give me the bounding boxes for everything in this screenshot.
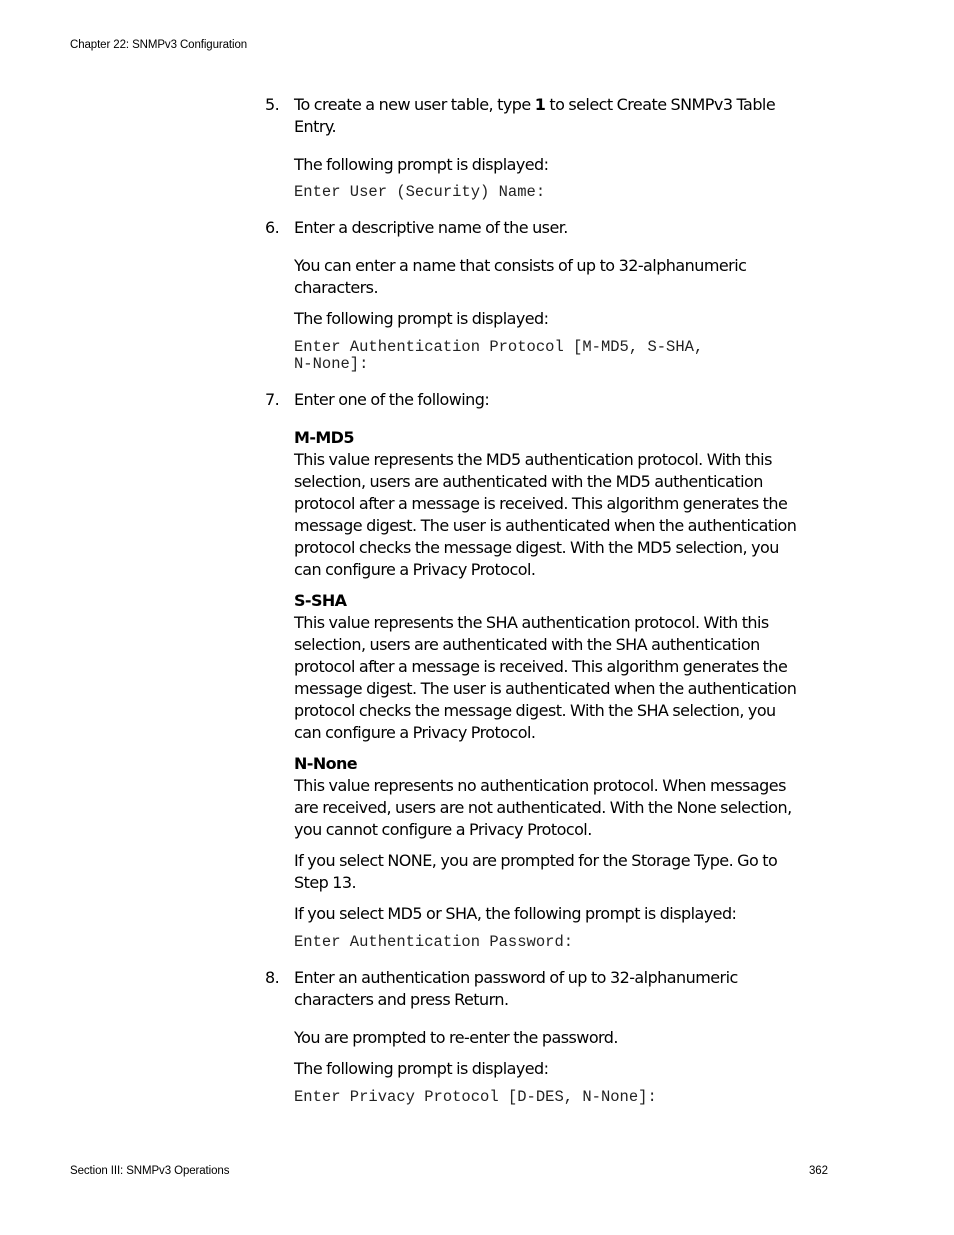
code-prompt: Enter Privacy Protocol [D-DES, N-None]: <box>294 1088 657 1106</box>
step-text: Enter one of the following: <box>294 390 490 409</box>
step-note: If you select NONE, you are prompted for the Storage Type. Go to Step 13. <box>294 851 778 892</box>
step-number: 8. <box>265 968 280 987</box>
step-number: 7. <box>265 390 280 409</box>
step-7 <box>265 389 804 411</box>
code-prompt: Enter User (Security) Name: <box>294 183 546 201</box>
step-5 <box>265 94 804 138</box>
prompt-intro: If you select MD5 or SHA, the following prompt is displayed: <box>294 904 737 923</box>
option-block <box>294 427 804 581</box>
document-body <box>265 78 804 1106</box>
step-note: You can enter a name that consists of up to 32-alphanumeric characters. <box>294 256 747 297</box>
running-footer-section: Section III: SNMPv3 Operations <box>70 1165 230 1177</box>
step-number: 6. <box>265 218 280 237</box>
prompt-intro: The following prompt is displayed: <box>294 1059 549 1078</box>
prompt-intro: The following prompt is displayed: <box>294 155 549 174</box>
option-term: M-MD5 <box>294 428 354 447</box>
option-description: This value represents the MD5 authentication protocol. With this selection, users are authenticated with the MD5 authentication protocol after a message is received. This algorithm generates the message digest. The user is authenticated when the authentication protocol checks the message digest. With the MD5 selection, you can configure a Privacy Protocol. <box>294 450 797 579</box>
option-term: N-None <box>294 754 358 773</box>
code-prompt: Enter Authentication Password: <box>294 933 574 951</box>
bold-value: 1 <box>534 95 546 114</box>
step-text: Enter an authentication password of up to 32-alphanumeric characters and press Return. <box>294 968 738 1009</box>
code-prompt-line: N-None]: <box>294 355 369 373</box>
option-term: S-SHA <box>294 591 347 610</box>
option-description: This value represents the SHA authentication protocol. With this selection, users are authenticated with the SHA authentication protocol after a message is received. This algorithm generates the message digest. The user is authenticated when the authentication protocol checks the message digest. With the SHA selection, you can configure a Privacy Protocol. <box>294 613 797 742</box>
step-number: 5. <box>265 95 280 114</box>
step-text-part: To create a new user table, type <box>294 95 535 114</box>
prompt-intro: The following prompt is displayed: <box>294 309 549 328</box>
step-text-part: to select Create SNMPv3 Table Entry. <box>294 95 776 136</box>
step-text <box>294 94 804 138</box>
running-header: Chapter 22: SNMPv3 Configuration <box>70 39 248 51</box>
step-text: Enter a descriptive name of the user. <box>294 218 568 237</box>
step-note: You are prompted to re-enter the password. <box>294 1028 618 1047</box>
option-block <box>294 753 804 841</box>
option-block <box>294 590 804 744</box>
step-6 <box>265 217 804 239</box>
code-prompt-line: Enter Authentication Protocol [M-MD5, S-SHA, <box>294 338 704 356</box>
page-number: 362 <box>809 1165 828 1177</box>
step-8 <box>265 967 804 1011</box>
option-description: This value represents no authentication protocol. When messages are received, users are not authenticated. With the None selection, you cannot configure a Privacy Protocol. <box>294 776 792 839</box>
